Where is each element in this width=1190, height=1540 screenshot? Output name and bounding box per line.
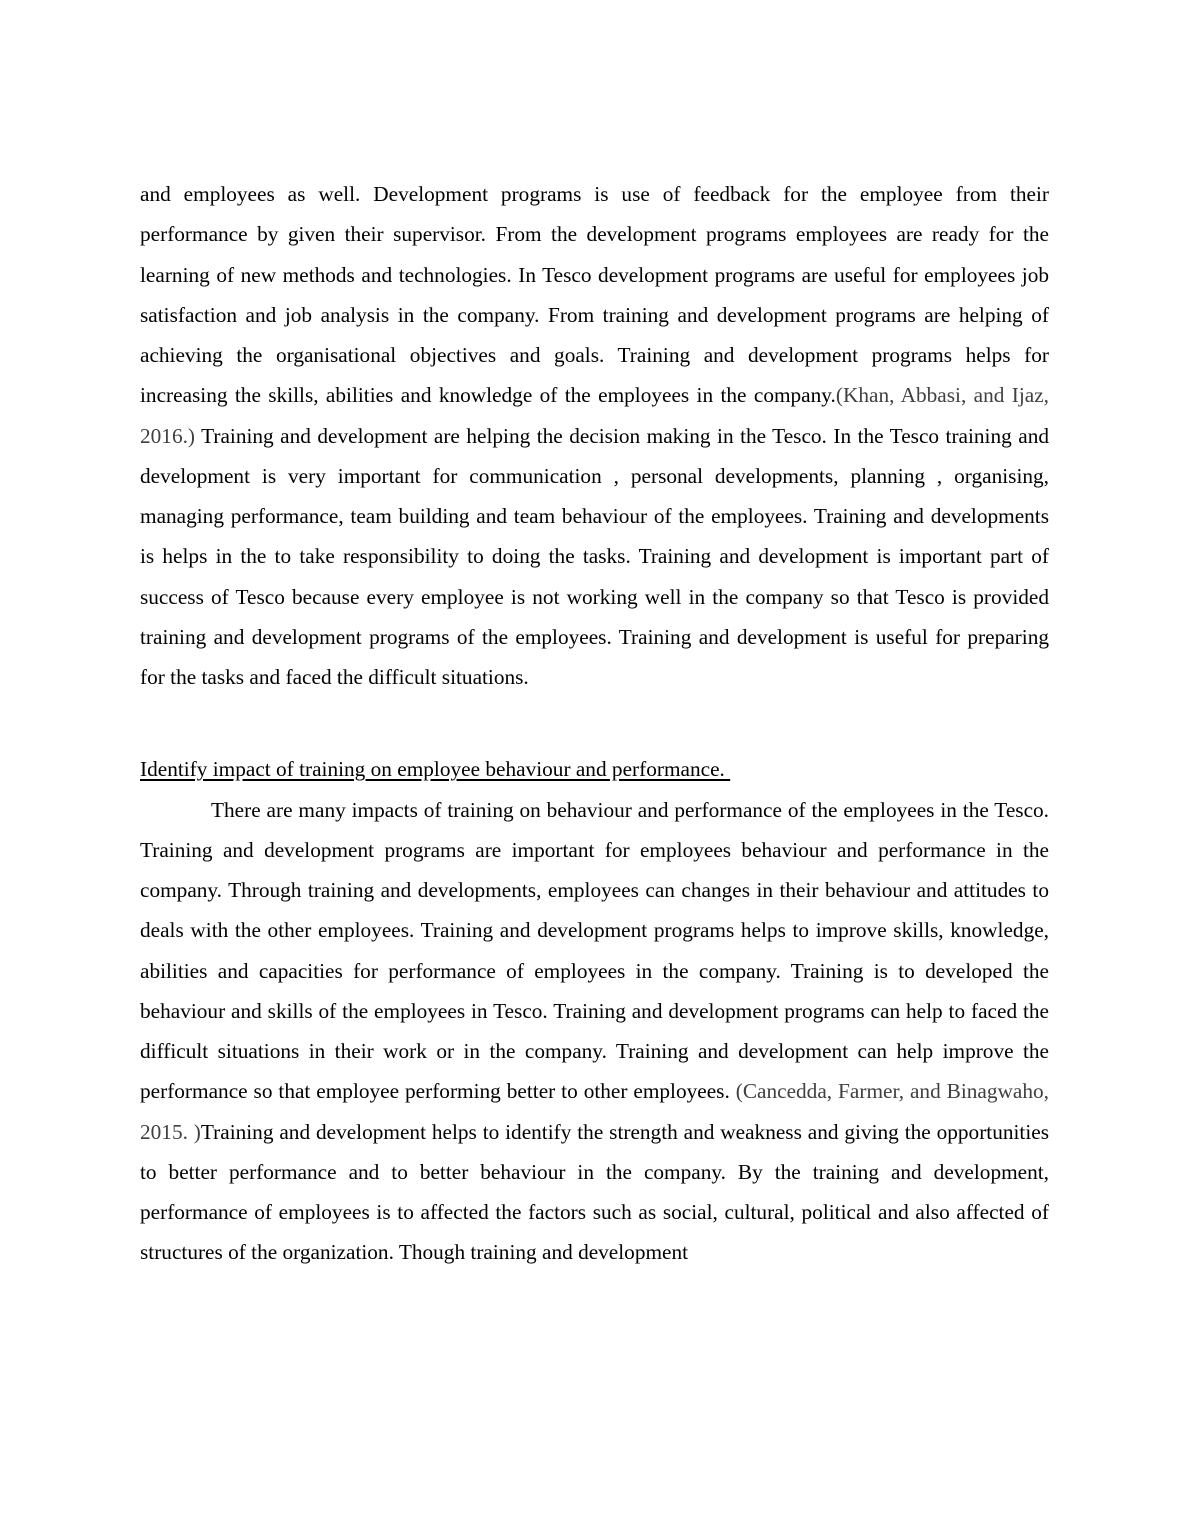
paragraph-text: and employees as well. Development programs is use of feedback for the employee from their performance by given their supervisor. From the development programs employees are ready for the learning of new methods and technologies. In Tesco development programs are useful for employees job satisfaction and job analysis in the company. From training and development programs are helping of achieving the organisational objectives and goals. Training and development programs helps for increasing the skills, abilities and knowledge of the employees in the company.	[140, 182, 1049, 408]
section-heading: Identify impact of training on employee behaviour and performance.	[140, 757, 731, 782]
body-paragraph	[140, 174, 1049, 697]
body-paragraph	[140, 790, 1049, 1273]
document-page	[140, 174, 1049, 1273]
paragraph-text: Training and development are helping the decision making in the Tesco. In the Tesco training and development is very important for communication , personal developments, planning , organising, managing performance, team building and team behaviour of the employees. Training and developments is helps in the to take responsibility to doing the tasks. Training and development is important part of success of Tesco because every employee is not working well in the company so that Tesco is provided training and development programs of the employees. Training and development is useful for preparing for the tasks and faced the difficult situations.	[140, 423, 1049, 689]
citation: (Khan, Abbasi, and Ijaz, 2016.)	[140, 383, 1049, 448]
citation: (Cancedda, Farmer, and Binagwaho, 2015. )	[140, 1079, 1049, 1144]
paragraph-text: Training and development helps to identify the strength and weakness and giving the opportunities to better performance and to better behaviour in the company. By the training and development, performance of employees is to affected the factors such as social, cultural, political and also affected of structures of the organization. Though training and development	[140, 1119, 1049, 1265]
paragraph-text: There are many impacts of training on behaviour and performance of the employees in the Tesco. Training and development programs are important for employees behaviour and performance in the company. Through training and developments, employees can changes in their behaviour and attitudes to deals with the other employees. Training and development programs helps to improve skills, knowledge, abilities and capacities for performance of employees in the company. Training is to developed the behaviour and skills of the employees in Tesco. Training and development programs can help to faced the difficult situations in their work or in the company. Training and development can help improve the performance so that employee performing better to other employees.	[140, 797, 1049, 1104]
